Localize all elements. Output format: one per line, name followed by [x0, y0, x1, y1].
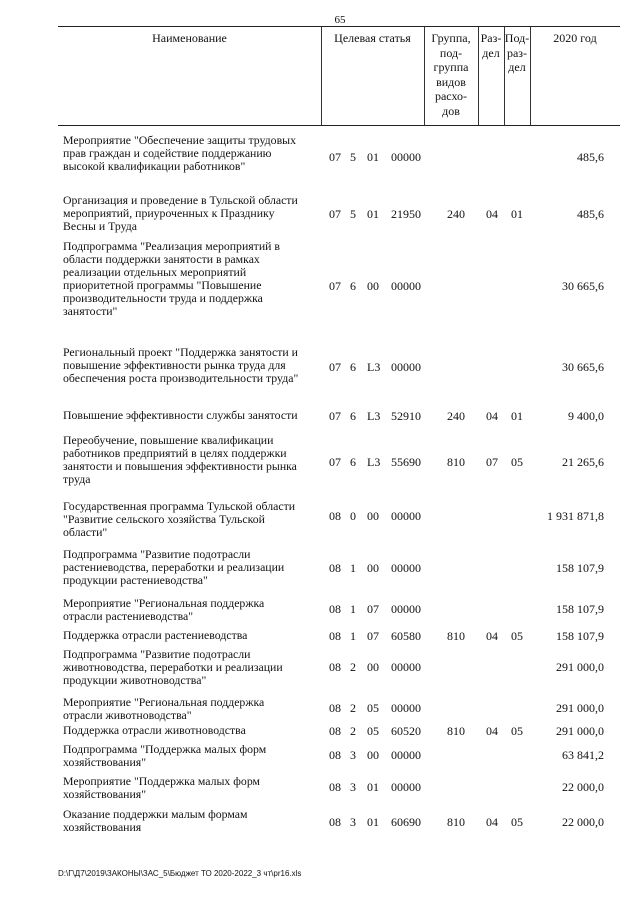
row-c2: 6: [350, 279, 356, 293]
row-c2: 2: [350, 724, 356, 738]
page-number: 65: [334, 14, 346, 26]
footer-file-path: D:\Г\Д7\2019\ЗАКОНЫ\ЗАС_5\Бюджет ТО 2020-2022_3 чт\pr16.xls: [58, 869, 302, 878]
row-c1: 07: [329, 455, 341, 469]
row-c2: 1: [350, 561, 356, 575]
row-c3: 00: [367, 660, 379, 674]
row-subsection: 05: [511, 815, 523, 829]
row-c4: 52910: [391, 409, 421, 423]
row-c2: 2: [350, 660, 356, 674]
row-name: Поддержка отрасли животноводства: [63, 723, 246, 737]
row-amount: 21 265,6: [562, 455, 604, 469]
row-c2: 3: [350, 748, 356, 762]
row-section: 04: [486, 724, 498, 738]
row-section: 07: [486, 455, 498, 469]
row-c4: 60520: [391, 724, 421, 738]
row-section: 04: [486, 629, 498, 643]
row-subsection: 01: [511, 409, 523, 423]
row-c1: 08: [329, 509, 341, 523]
row-c3: L3: [367, 409, 381, 423]
row-c3: 00: [367, 279, 379, 293]
row-amount: 1 931 871,8: [547, 509, 604, 523]
row-amount: 158 107,9: [556, 629, 604, 643]
row-c3: L3: [367, 455, 381, 469]
header-name: Наименование: [152, 31, 227, 45]
row-group: 240: [447, 207, 465, 221]
row-c3: 01: [367, 815, 379, 829]
row-name: Повышение эффективности службы занятости: [63, 408, 298, 422]
row-name: Переобучение, повышение квалификации работников предприятий в целях поддержки занятости и повышения эффективности рынка труда: [63, 433, 297, 486]
row-c4: 21950: [391, 207, 421, 221]
row-group: 810: [447, 724, 465, 738]
row-amount: 485,6: [577, 150, 604, 164]
row-section: 04: [486, 409, 498, 423]
row-c3: 00: [367, 561, 379, 575]
row-amount: 158 107,9: [556, 602, 604, 616]
row-name: Подпрограмма "Реализация мероприятий в области поддержки занятости в рамках реализации отдельных мероприятий приоритетной программы "Повышение производительности труда и поддержка занятости": [63, 239, 280, 318]
row-amount: 291 000,0: [556, 701, 604, 715]
row-c3: 00: [367, 509, 379, 523]
row-c1: 08: [329, 748, 341, 762]
row-c3: 05: [367, 701, 379, 715]
header-section: Раз- дел: [480, 31, 502, 60]
row-c1: 07: [329, 207, 341, 221]
row-c4: 60690: [391, 815, 421, 829]
row-amount: 158 107,9: [556, 561, 604, 575]
row-c2: 6: [350, 409, 356, 423]
row-name: Мероприятие "Региональная поддержка отрасли растениеводства": [63, 596, 265, 623]
header-group: Группа, под- группа видов расхо- дов: [431, 31, 471, 118]
row-c1: 08: [329, 701, 341, 715]
row-name: Государственная программа Тульской области "Развитие сельского хозяйства Тульской области": [63, 499, 296, 539]
row-amount: 22 000,0: [562, 815, 604, 829]
row-name: Региональный проект "Поддержка занятости и повышение эффективности рынка труда для обеспечения роста производительности труда": [63, 345, 299, 385]
row-c2: 0: [350, 509, 356, 523]
row-c1: 08: [329, 780, 341, 794]
row-c1: 07: [329, 150, 341, 164]
row-c4: 00000: [391, 561, 421, 575]
row-c2: 5: [350, 207, 356, 221]
row-subsection: 05: [511, 455, 523, 469]
row-name: Мероприятие "Региональная поддержка отрасли животноводства": [63, 695, 265, 722]
row-c4: 00000: [391, 509, 421, 523]
row-c2: 6: [350, 455, 356, 469]
header-year: 2020 год: [553, 31, 597, 45]
row-name: Подпрограмма "Развитие подотрасли животноводства, переработки и реализации продукции животноводства": [63, 647, 283, 687]
row-c1: 08: [329, 629, 341, 643]
row-amount: 30 665,6: [562, 279, 604, 293]
row-c4: 60580: [391, 629, 421, 643]
row-c2: 6: [350, 360, 356, 374]
row-c1: 07: [329, 409, 341, 423]
row-c4: 00000: [391, 660, 421, 674]
row-c4: 00000: [391, 150, 421, 164]
row-c4: 00000: [391, 279, 421, 293]
row-subsection: 01: [511, 207, 523, 221]
row-section: 04: [486, 815, 498, 829]
row-amount: 291 000,0: [556, 660, 604, 674]
row-c1: 08: [329, 724, 341, 738]
row-name: Подпрограмма "Поддержка малых форм хозяйствования": [63, 742, 267, 769]
row-c2: 3: [350, 780, 356, 794]
row-amount: 22 000,0: [562, 780, 604, 794]
row-amount: 291 000,0: [556, 724, 604, 738]
row-name: Мероприятие "Обеспечение защиты трудовых прав граждан и содействие поддержанию высокой квалификации работников": [63, 133, 296, 173]
row-c2: 1: [350, 629, 356, 643]
row-c2: 1: [350, 602, 356, 616]
row-c1: 08: [329, 815, 341, 829]
row-c1: 08: [329, 602, 341, 616]
row-c3: 07: [367, 602, 379, 616]
row-amount: 30 665,6: [562, 360, 604, 374]
row-c4: 00000: [391, 360, 421, 374]
row-subsection: 05: [511, 724, 523, 738]
header-target: Целевая статья: [334, 31, 411, 45]
row-c3: 01: [367, 150, 379, 164]
row-c3: 01: [367, 780, 379, 794]
row-c1: 08: [329, 660, 341, 674]
row-name: Организация и проведение в Тульской области мероприятий, приуроченных к Празднику Весны и Труда: [63, 193, 298, 233]
row-section: 04: [486, 207, 498, 221]
row-c1: 08: [329, 561, 341, 575]
row-c3: 01: [367, 207, 379, 221]
row-name: Подпрограмма "Развитие подотрасли растениеводства, переработки и реализации продукции растениеводства": [63, 547, 285, 587]
row-group: 810: [447, 629, 465, 643]
row-c4: 55690: [391, 455, 421, 469]
row-c1: 07: [329, 360, 341, 374]
row-amount: 485,6: [577, 207, 604, 221]
row-c1: 07: [329, 279, 341, 293]
row-c3: 05: [367, 724, 379, 738]
row-name: Оказание поддержки малым формам хозяйствования: [63, 807, 248, 834]
row-c2: 2: [350, 701, 356, 715]
row-subsection: 05: [511, 629, 523, 643]
row-group: 810: [447, 815, 465, 829]
row-name: Мероприятие "Поддержка малых форм хозяйствования": [63, 774, 261, 801]
row-group: 810: [447, 455, 465, 469]
row-group: 240: [447, 409, 465, 423]
row-amount: 63 841,2: [562, 748, 604, 762]
row-c4: 00000: [391, 780, 421, 794]
row-c3: 07: [367, 629, 379, 643]
row-c4: 00000: [391, 701, 421, 715]
row-c3: L3: [367, 360, 381, 374]
row-c2: 3: [350, 815, 356, 829]
row-c3: 00: [367, 748, 379, 762]
table-header: [58, 26, 620, 126]
row-c2: 5: [350, 150, 356, 164]
row-amount: 9 400,0: [568, 409, 604, 423]
row-c4: 00000: [391, 748, 421, 762]
row-name: Поддержка отрасли растениеводства: [63, 628, 248, 642]
header-subsection: Под- раз- дел: [504, 31, 530, 74]
row-c4: 00000: [391, 602, 421, 616]
